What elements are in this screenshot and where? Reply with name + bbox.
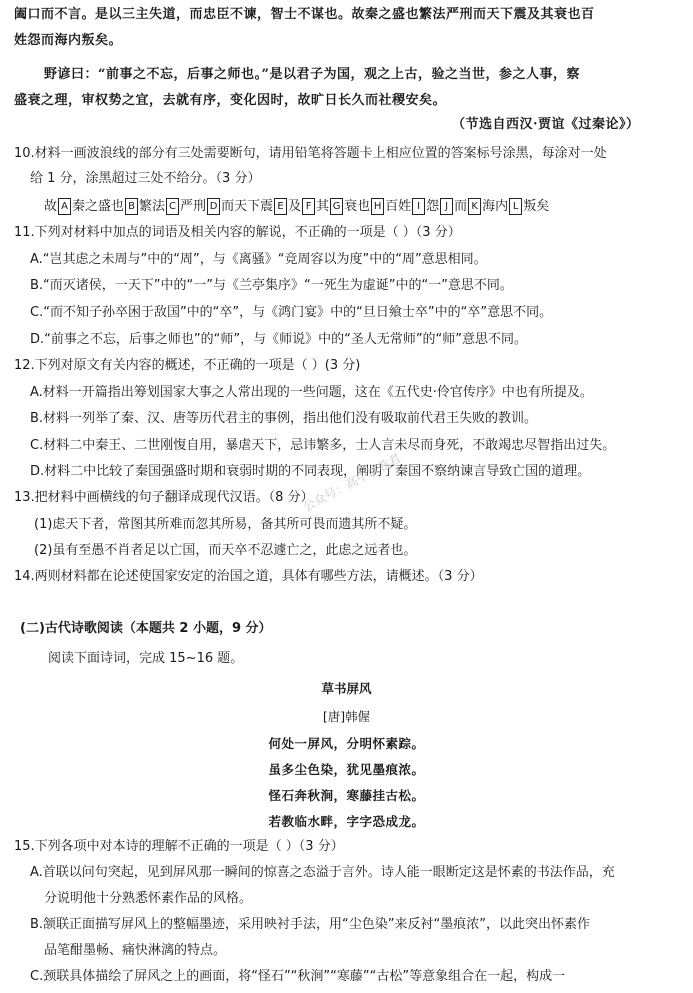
q11-option-d: D.“前事之不忘，后事之师也”的“师”，与《师说》中的“圣人无常师”的“师”意思不同。 [30, 332, 528, 347]
q15-option-b-line-2: 品笔酣墨畅、痛快淋漓的特点。 [44, 943, 227, 958]
q10-answer-box-g: G [330, 198, 343, 215]
passage-line-3: 野谚曰：“前事之不忘，后事之师也。”是以君子为国，观之上古，验之当世，参之人事，察 [44, 67, 580, 82]
passage-source: （节选自西汉·贾谊《过秦论》） [452, 117, 640, 132]
q10-segment-text: 秦之盛也 [72, 199, 125, 214]
q10-answer-box-b: B [125, 198, 138, 215]
poem-line-3: 怪石奔秋涧，寒藤挂古松。 [268, 788, 425, 803]
q12-stem: 12.下列对原文有关内容的概述，不正确的一项是（ ）(3 分) [14, 358, 361, 373]
q15-stem: 15.下列各项中对本诗的理解不正确的一项是（ ）（3 分） [14, 839, 344, 854]
q10-answer-box-i: I [412, 198, 425, 215]
q10-segment-text: 其 [316, 199, 330, 214]
q14-stem: 14.两则材料都在论述使国家安定的治国之道，具体有哪些方法，请概述。（3 分） [14, 569, 483, 584]
q10-stem-line-1: 10.材料一画波浪线的部分有三处需要断句，请用铅笔将答题卡上相应位置的答案标号涂黑，每涂对一处 [14, 146, 607, 161]
q10-segment-text: 而天下震 [221, 199, 274, 214]
q10-segmented-sentence [44, 198, 549, 216]
q10-segment-text: 怨 [426, 199, 440, 214]
q13-sentence-1: (1)虑天下者，常图其所难而忽其所易，备其所可畏而遗其所不疑。 [34, 517, 417, 532]
q10-answer-box-k: K [468, 198, 481, 215]
q10-segment-text: 百姓 [385, 199, 412, 214]
q15-option-c-line-1: C.颈联具体描绘了屏风之上的画面，将“怪石”“秋涧”“寒藤”“古松”等意象组合在一起，构成一 [30, 969, 566, 984]
q10-answer-box-j: J [440, 198, 453, 215]
q10-answer-box-c: C [166, 198, 179, 215]
section2-intro: 阅读下面诗词，完成 15~16 题。 [48, 651, 244, 666]
q10-segment-text: 衰也 [344, 199, 371, 214]
q12-option-b: B.材料一列举了秦、汉、唐等历代君主的事例，指出他们没有吸取前代君王失败的教训。 [30, 411, 538, 426]
q10-answer-box-e: E [274, 198, 287, 215]
q15-option-a-line-2: 分说明他十分熟悉怀素作品的风格。 [44, 891, 253, 906]
q11-option-a: A.“岂其虑之未周与”中的“周”，与《离骚》“竞周容以为度”中的“周”意思相同。 [30, 252, 487, 267]
q15-option-b-line-1: B.颔联正面描写屏风上的整幅墨迹，采用映衬手法，用“尘色染”来反衬“墨痕浓”，以此突出怀素作 [30, 917, 590, 932]
poem-author: [唐]韩偓 [322, 709, 371, 724]
q10-segment-text: 故 [44, 199, 58, 214]
q10-segment-text: 及 [288, 199, 302, 214]
q11-stem: 11.下列对材料中加点的词语及相关内容的解说，不正确的一项是（ ）（3 分） [14, 225, 461, 240]
q10-segment-text: 严刑 [180, 199, 207, 214]
q12-option-a: A.材料一开篇指出筹划国家大事之人常出现的一些问题，这在《五代史·伶官传序》中也有所提及。 [30, 385, 593, 400]
q12-option-c: C.材料二中秦王、二世刚愎自用，暴虐天下，忌讳繁多，士人言未尽而身死，不敢竭忠尽智指出过失。 [30, 438, 616, 453]
q12-option-d: D.材料二中比较了秦国强盛时期和衰弱时期的不同表现，阐明了秦国不察纳谏言导致亡国的道理。 [30, 464, 591, 479]
passage-line-2: 姓怨而海内叛矣。 [14, 33, 123, 48]
poem-line-2: 虽多尘色染，犹见墨痕浓。 [268, 762, 425, 777]
q10-segment-text: 叛矣 [523, 199, 550, 214]
q10-segment-text: 繁法 [139, 199, 166, 214]
q11-option-c: C.“而不知子孙卒困于敌国”中的“卒”，与《鸿门宴》中的“旦日飨士卒”中的“卒”意思不同。 [30, 305, 553, 320]
q10-answer-box-d: D [207, 198, 220, 215]
passage-line-1: 阖口而不言。是以三主失道，而忠臣不谏，智士不谋也。故秦之盛也繁法严刑而天下震及其衰也百 [14, 7, 595, 22]
q13-stem: 13.把材料中画横线的句子翻译成现代汉语。（8 分） [14, 490, 314, 505]
q10-segment-text: 而 [454, 199, 468, 214]
poem-line-4: 若教临水畔，字字恐成龙。 [268, 814, 425, 829]
q15-option-a-line-1: A.首联以问句突起，见到屏风那一瞬间的惊喜之态溢于言外。诗人能一眼断定这是怀素的书法作品，充 [30, 865, 615, 880]
watermark-text: 公众号：高中试卷君 [300, 451, 403, 515]
q10-answer-box-a: A [58, 198, 71, 215]
q11-option-b: B.“而灭诸侯，一天下”中的“一”与《兰亭集序》“一死生为虚诞”中的“一”意思不同。 [30, 278, 513, 293]
q13-sentence-2: (2)虽有至愚不肖者足以亡国，而天卒不忍遽亡之，此虑之远者也。 [34, 543, 417, 558]
poem-title: 草书屏风 [321, 681, 372, 696]
q10-answer-box-f: F [302, 198, 315, 215]
q10-segment-text: 海内 [482, 199, 509, 214]
q10-answer-box-l: L [509, 198, 522, 215]
q10-answer-box-h: H [371, 198, 384, 215]
q10-stem-line-2: 给 1 分，涂黑超过三处不给分。（3 分） [30, 171, 261, 186]
section2-heading: (二)古代诗歌阅读（本题共 2 小题，9 分） [20, 621, 272, 636]
poem-line-1: 何处一屏风，分明怀素踪。 [268, 736, 425, 751]
passage-line-4: 盛衰之理，审权势之宜，去就有序，变化因时，故旷日长久而社稷安矣。 [14, 93, 447, 108]
